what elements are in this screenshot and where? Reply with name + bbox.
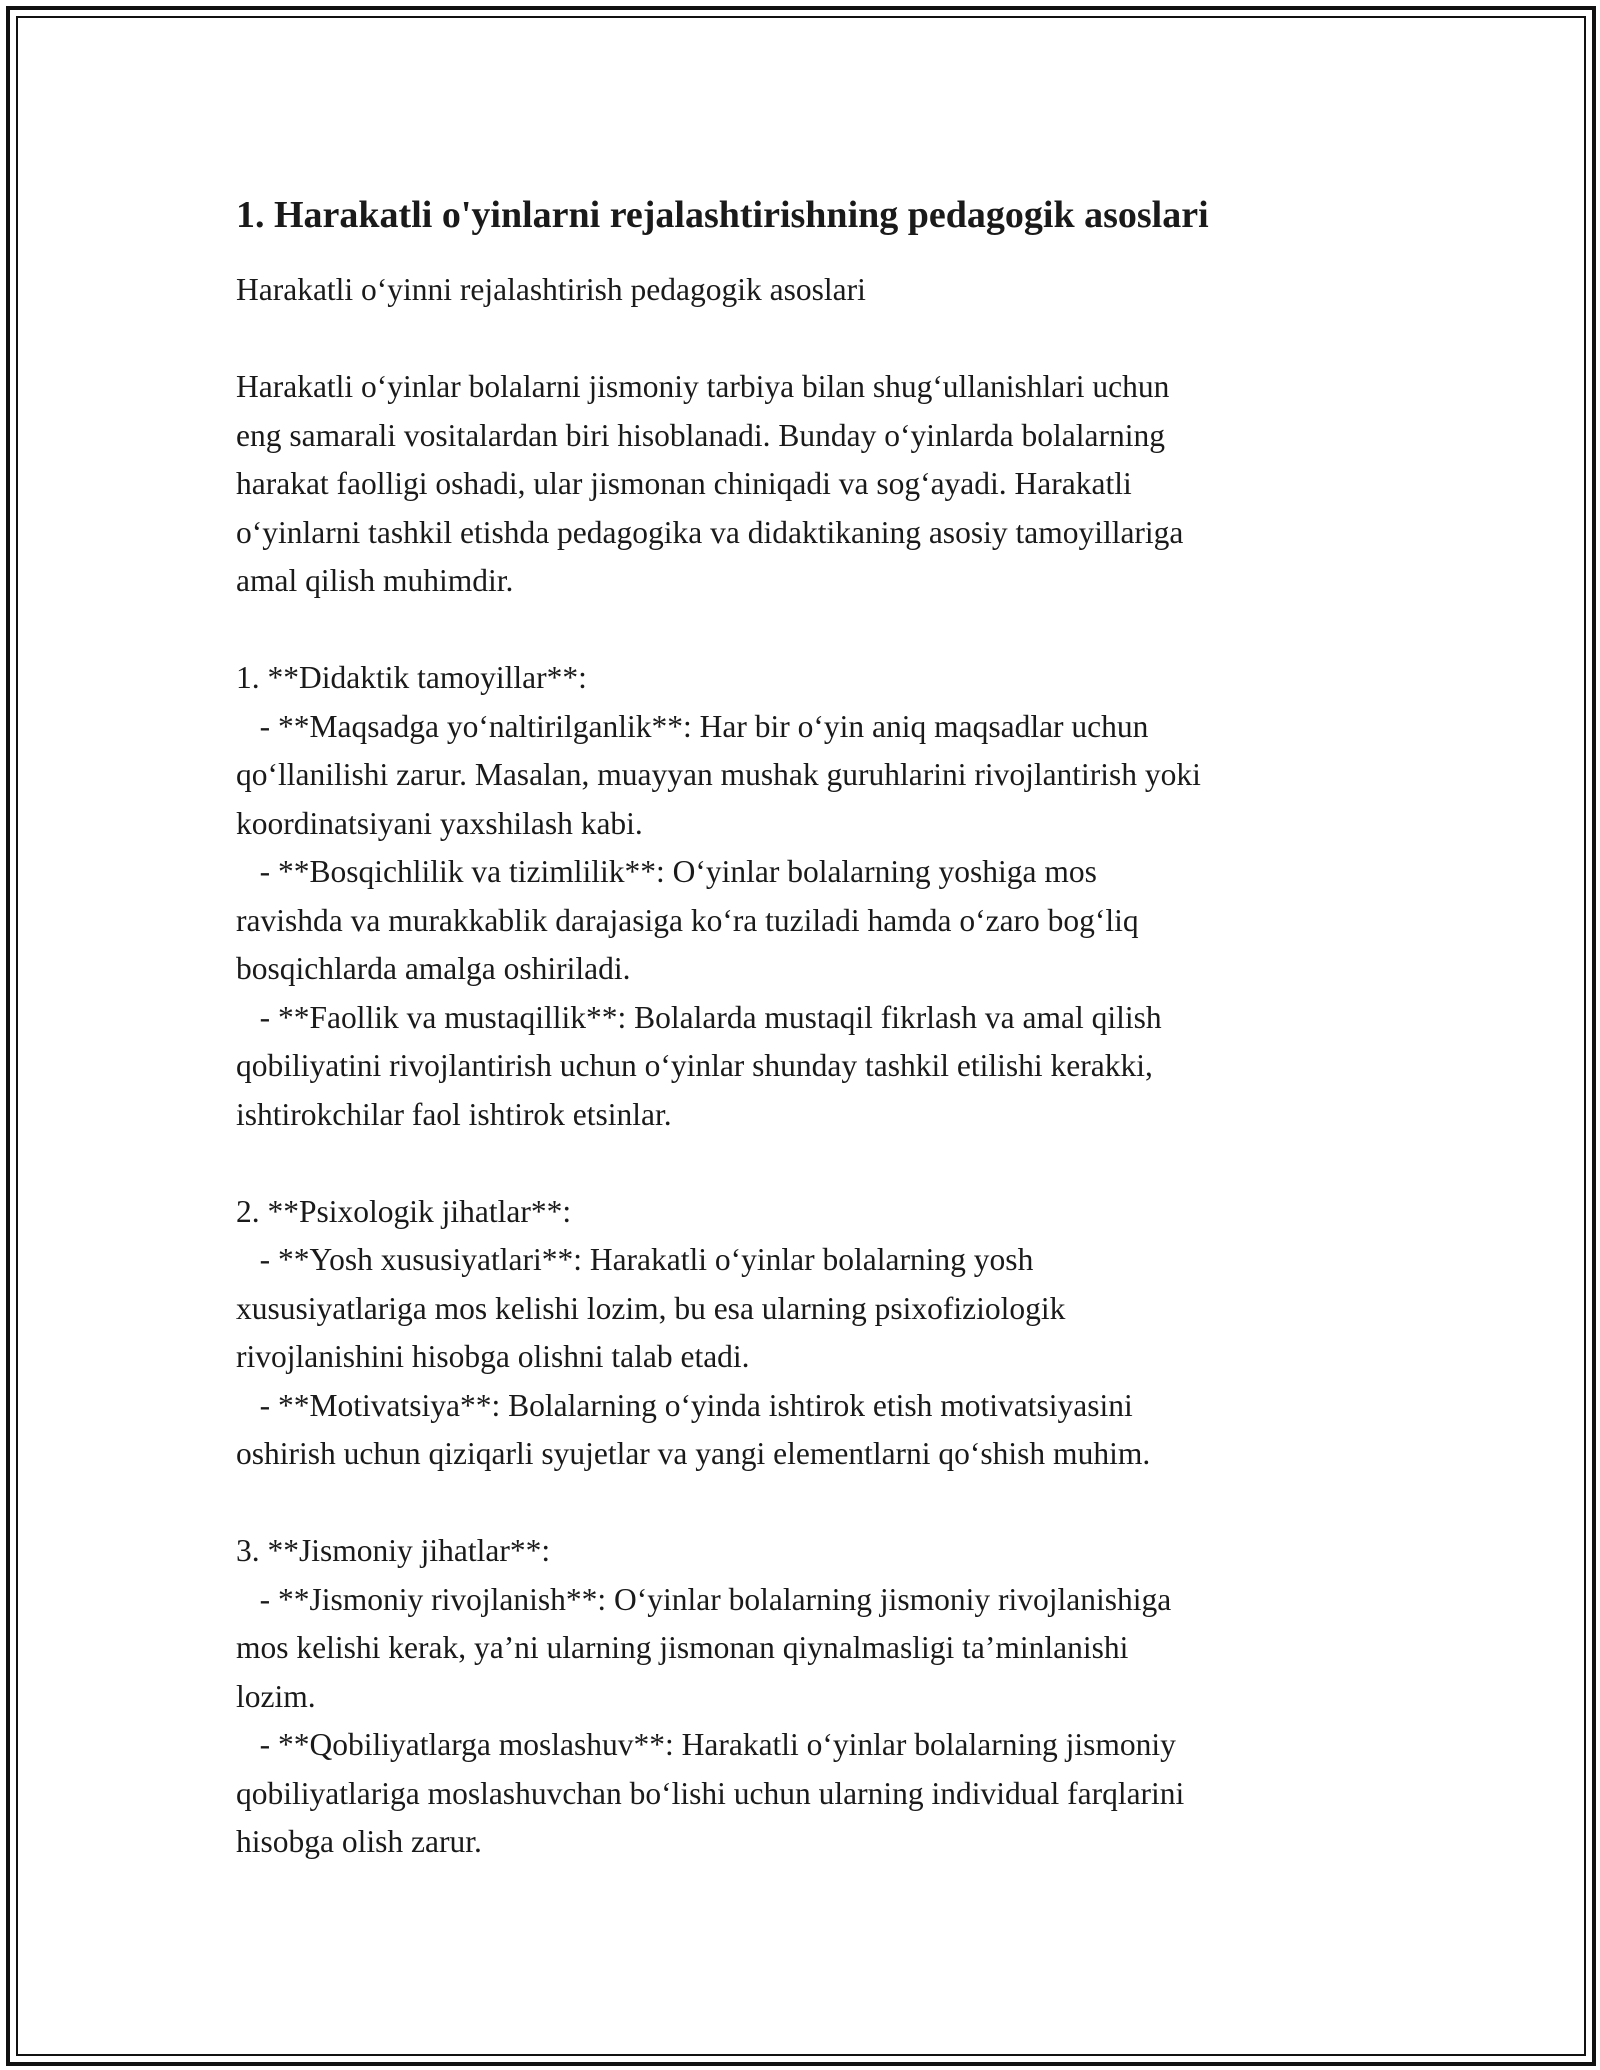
intro-paragraph (236, 363, 1386, 606)
section-heading: 2. **Psixologik jihatlar**: (236, 1193, 572, 1229)
intro-line: o‘yinlarni tashkil etishda pedagogika va didaktikaning asosiy tamoyillariga (236, 514, 1184, 550)
document-subtitle: Harakatli o‘yinni rejalashtirish pedagogik asoslari (236, 272, 866, 307)
list-item-line: hisobga olish zarur. (236, 1824, 482, 1859)
list-item-line: bosqichlarda amalga oshiriladi. (236, 951, 631, 986)
intro-line: harakat faolligi oshadi, ular jismonan chiniqadi va sog‘ayadi. Harakatli (236, 466, 1132, 501)
list-item (236, 703, 1386, 849)
list-item (236, 1236, 1386, 1382)
document-body (236, 190, 1386, 1867)
list-item-line: qobiliyatini rivojlantirish uchun o‘yinlar shunday tashkil etilishi kerakki, (236, 1048, 1153, 1083)
list-item (236, 1721, 1386, 1867)
intro-line: eng samarali vositalardan biri hisoblanadi. Bunday o‘yinlarda bolalarning (236, 417, 1165, 453)
list-item-line: mos kelishi kerak, ya’ni ularning jismonan qiynalmasligi ta’minlanishi (236, 1630, 1129, 1665)
section-physical-aspects (236, 1527, 1386, 1867)
spacer (236, 1479, 1386, 1528)
list-item-line: ravishda va murakkablik darajasiga ko‘ra tuziladi hamda o‘zaro bog‘liq (236, 902, 1139, 938)
list-item (236, 994, 1386, 1140)
list-item-line: koordinatsiyani yaxshilash kabi. (236, 805, 643, 841)
list-item-line: xususiyatlariga mos kelishi lozim, bu esa ularning psixofiziologik (236, 1290, 1066, 1326)
spacer (236, 606, 1386, 655)
list-item-line: - **Jismoniy rivojlanish**: O‘yinlar bolalarning jismoniy rivojlanishiga (236, 1581, 1172, 1617)
list-item (236, 848, 1386, 994)
list-item-line: - **Maqsadga yo‘naltirilganlik**: Har bir o‘yin aniq maqsadlar uchun (236, 708, 1149, 744)
list-item-line: ishtirokchilar faol ishtirok etsinlar. (236, 1096, 672, 1132)
list-item-line: rivojlanishini hisobga olishni talab etadi. (236, 1339, 750, 1374)
list-item-line: - **Bosqichlilik va tizimlilik**: O‘yinlar bolalarning yoshiga mos (236, 854, 1097, 889)
list-item-line: - **Yosh xususiyatlari**: Harakatli o‘yinlar bolalarning yosh (236, 1242, 1034, 1277)
intro-line: amal qilish muhimdir. (236, 563, 514, 598)
section-psychological-aspects (236, 1188, 1386, 1479)
spacer (236, 315, 1386, 364)
list-item-line: lozim. (236, 1678, 316, 1714)
spacer (236, 1139, 1386, 1188)
section-heading: 1. **Didaktik tamoyillar**: (236, 660, 587, 695)
list-item (236, 1382, 1386, 1479)
list-item-line: - **Qobiliyatlarga moslashuv**: Harakatli o‘yinlar bolalarning jismoniy (236, 1727, 1176, 1762)
list-item-line: - **Motivatsiya**: Bolalarning o‘yinda ishtirok etish motivatsiyasini (236, 1387, 1133, 1423)
list-item (236, 1576, 1386, 1722)
section-heading: 3. **Jismoniy jihatlar**: (236, 1533, 551, 1568)
document-title: 1. Harakatli o'yinlarni rejalashtirishning pedagogik asoslari (236, 194, 1209, 236)
list-item-line: - **Faollik va mustaqillik**: Bolalarda mustaqil fikrlash va amal qilish (236, 999, 1162, 1035)
section-didactic-principles (236, 654, 1386, 1139)
list-item-line: oshirish uchun qiziqarli syujetlar va yangi elementlarni qo‘shish muhim. (236, 1436, 1151, 1471)
list-item-line: qobiliyatlariga moslashuvchan bo‘lishi uchun ularning individual farqlarini (236, 1775, 1185, 1811)
list-item-line: qo‘llanilishi zarur. Masalan, muayyan mushak guruhlarini rivojlantirish yoki (236, 757, 1201, 792)
intro-line: Harakatli o‘yinlar bolalarni jismoniy tarbiya bilan shug‘ullanishlari uchun (236, 369, 1170, 404)
